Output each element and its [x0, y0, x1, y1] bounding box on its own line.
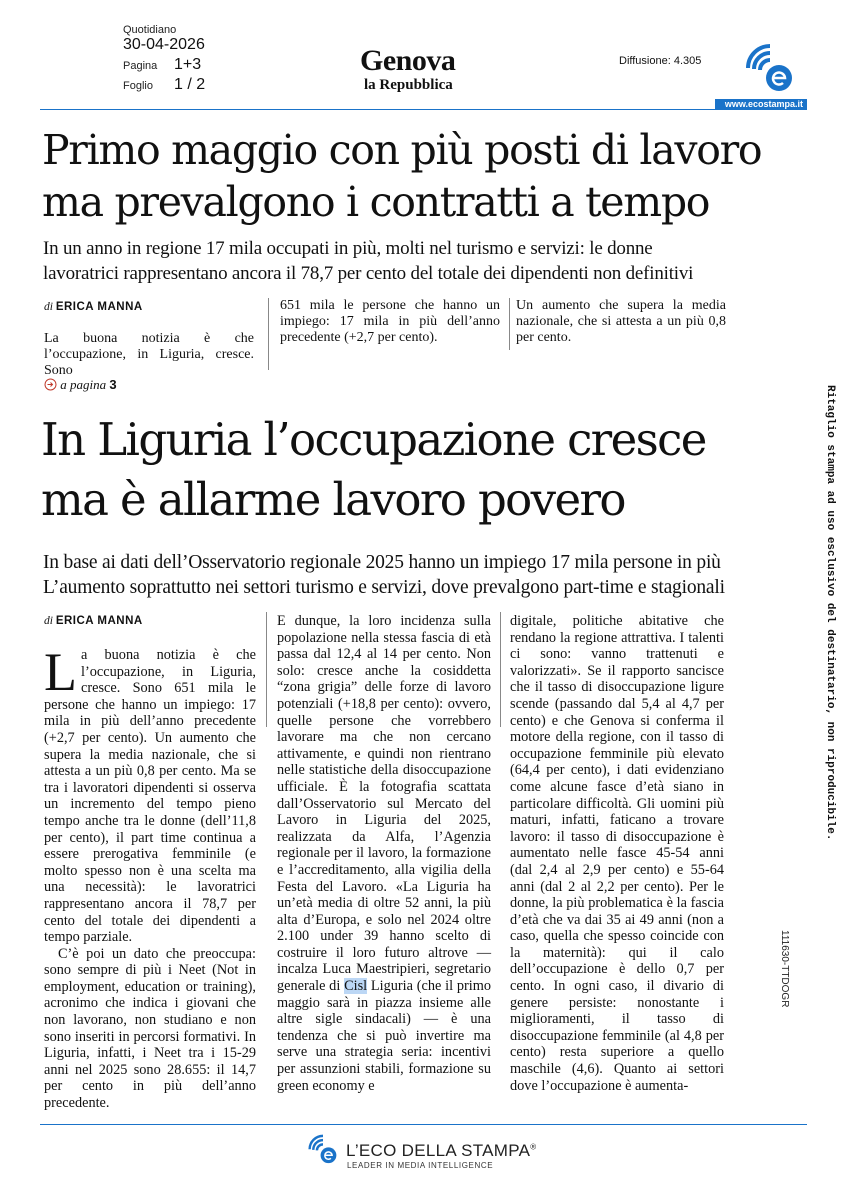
- arrow-right-icon: [44, 378, 57, 391]
- article-subhead-line1: In base ai dati dell’Osservatorio regionale 2025 hanno un impiego 17 mila persone in più: [43, 552, 721, 573]
- front-summary-col1: La buona notizia è che l’occupazione, in Liguria, cresce. Sono: [44, 331, 254, 378]
- highlighted-term: Cisl: [344, 978, 368, 995]
- front-column-divider: [509, 298, 510, 350]
- byline-author: ERICA MANNA: [55, 301, 143, 313]
- article-paragraph: C’è poi un dato che preoccupa: sono sempre di più i Neet (Not in employment, education or training), acronimo che indica i giovani che non lavorano, non studiano e non sono inseriti in percorsi formativi. In Liguria, infatti, i Neet tra i 15-29 anni nel 2025 sono 28.655: il 14,7 per cento in più dell’anno precedente.: [44, 945, 256, 1112]
- sheet-value: 1 / 2: [174, 76, 206, 93]
- masthead-paper: la Repubblica: [364, 77, 453, 93]
- continued-page: 3: [109, 377, 117, 392]
- article-column-3: [510, 613, 724, 1094]
- front-headline-line2: ma prevalgono i contratti a tempo: [42, 178, 710, 226]
- publication-type: Quotidiano: [123, 24, 177, 36]
- front-summary-col2: 651 mila le persone che hanno un impiego: 17 mila in più dell’anno precedente (+2,7 per cento).: [280, 298, 500, 345]
- sheet-label: Foglio: [123, 80, 153, 92]
- footer-brand-text: L’ECO DELLA STAMPA: [346, 1141, 531, 1160]
- column-divider: [266, 612, 267, 727]
- clip-date: 30-04-2026: [123, 36, 205, 53]
- copyright-notice: Ritaglio stampa ad uso esclusivo del destinatario, non riproducibile.: [824, 385, 836, 841]
- continued-link[interactable]: [44, 377, 117, 393]
- front-subhead-line1: In un anno in regione 17 mila occupati in più, molti nel turismo e servizi: le donne: [43, 238, 653, 259]
- front-byline: [44, 301, 143, 313]
- article-paragraph: a buona notizia è che l’occupazione, in Liguria, cresce. Sono 651 mila le persone che hanno un impiego: 17 mila in più dell’anno precedente (+2,7 per cento). Un aumento che supera la media nazionale, che si attesta a un più 0,8 per cento. Ma se tra i lavoratori dipendenti si osserva un incremento del tempo pieno tempo anche tra le donne (dell’11,8 per cento), il part time continua a essere prerogativa femminile (e molto spesso non è una scelta ma una necessità): le lavoratrici rappresentano ancora il 78,7 per cento del totale dei dipendenti a tempo parziale.: [44, 647, 256, 946]
- article-headline-line2: ma è allarme lavoro povero: [41, 473, 625, 526]
- ecostampa-footer-logo-icon: [306, 1131, 340, 1165]
- continued-text: a pagina: [60, 377, 107, 392]
- front-subhead-line2: lavoratrici rappresentano ancora il 78,7 per cento del totale dei dipendenti non definitivi: [43, 263, 694, 284]
- registered-mark: ®: [530, 1142, 537, 1152]
- front-column-divider: [268, 298, 269, 370]
- front-summary-col3: Un aumento che supera la media nazionale, che si attesta a un più 0,8 per cento.: [516, 298, 726, 345]
- article-headline-line1: In Liguria l’occupazione cresce: [41, 413, 706, 466]
- byline-author: ERICA MANNA: [55, 615, 143, 627]
- column-divider: [500, 612, 501, 727]
- article-byline: [44, 615, 143, 627]
- page-label: Pagina: [123, 60, 158, 72]
- front-headline-line1: Primo maggio con più posti di lavoro: [42, 126, 762, 174]
- ecostampa-url[interactable]: www.ecostampa.it: [715, 99, 807, 110]
- drop-cap: L: [44, 642, 77, 702]
- article-paragraph: E dunque, la loro incidenza sulla popolazione nella stessa fascia di età passa dal 12,4 al 14 per cento. Non solo: cresce anche la cosiddetta “zona grigia” delle forze di lavoro potenziali (+18,8 per cento): ovvero, quelle persone che vorrebbero lavorare ma che non cercano attivamente, e quindi non rientrano nelle statistiche della disoccupazione ufficiale. È la fotografia scattata dall’Osservatorio sul Mercato del Lavoro in Liguria del 2025, realizzata da Alfa, l’Agenzia regionale per il lavoro, la formazione e l’accreditamento, alla vigilia della Festa del Lavoro. «La Liguria ha un’età media di oltre 52 anni, la più alta d’Europa, e solo nel 2024 oltre 2.100 under 39 hanno scelto di costruire il loro futuro altrove — incalza Luca Maestripieri, segretario generale di: [277, 613, 491, 995]
- byline-di: di: [44, 615, 53, 627]
- footer-rule: [40, 1124, 807, 1125]
- article-subhead-line2: L’aumento soprattutto nei settori turismo e servizi, dove prevalgono part-time e stagionali: [43, 577, 725, 598]
- article-column-1: [44, 642, 256, 1112]
- byline-di: di: [44, 301, 53, 313]
- article-paragraph: digitale, politiche abitative che rendano la regione attrattiva. I talenti ci sono: vanno trattenuti e valorizzati». Se il rapporto sancisce che il tasso di disoccupazione ligure scende (passando dal 5,4 al 4,7 per cento) e che Genova si conferma il motore della regione, con il tasso di occupazione femminile più elevato (64,4 per cento), i dati evidenziano come alcune fasce d’età siano in particolare difficoltà. Gli uomini più maturi, infatti, faticano a trovare lavoro: il tasso di disoccupazione è aumentato nelle fasce 45-54 anni (dal 2,4 al 2,9 per cento) e 55-64 anni (dal 2 al 2,2 per cento). Per le donne, la più problematica è la fascia d’età che va dai 35 ai 49 anni (non a caso, quella che spesso coincide con la maternità): qui il calo dell’occupazione è dello 0,7 per cento. In ogni caso, il divario di genere persiste: nonostante i miglioramenti, il tasso di disoccupazione femminile (al 4,8 per cento) resta superiore a quello maschile (4,6). Quanto ai settori dove l’occupazione è aumenta-: [510, 613, 724, 1094]
- masthead-city: Genova: [360, 44, 456, 77]
- ecostampa-logo-icon: [742, 38, 798, 94]
- article-column-2: [277, 613, 491, 1094]
- footer-tagline: LEADER IN MEDIA INTELLIGENCE: [347, 1161, 494, 1170]
- header-rule: [40, 109, 807, 110]
- clip-code: 111630-TTDOGR: [779, 930, 790, 1008]
- diffusion-count: Diffusione: 4.305: [619, 55, 702, 67]
- page-value: 1+3: [174, 56, 202, 73]
- footer-brand: [346, 1141, 537, 1161]
- article-paragraph: Liguria (che il primo maggio sarà in piazza insieme alle altre sigle sindacali) — è una tendenza che si può invertire ma serve una strategia seria: incentivi per assunzioni stabili, formazione su green economy e: [277, 978, 492, 1094]
